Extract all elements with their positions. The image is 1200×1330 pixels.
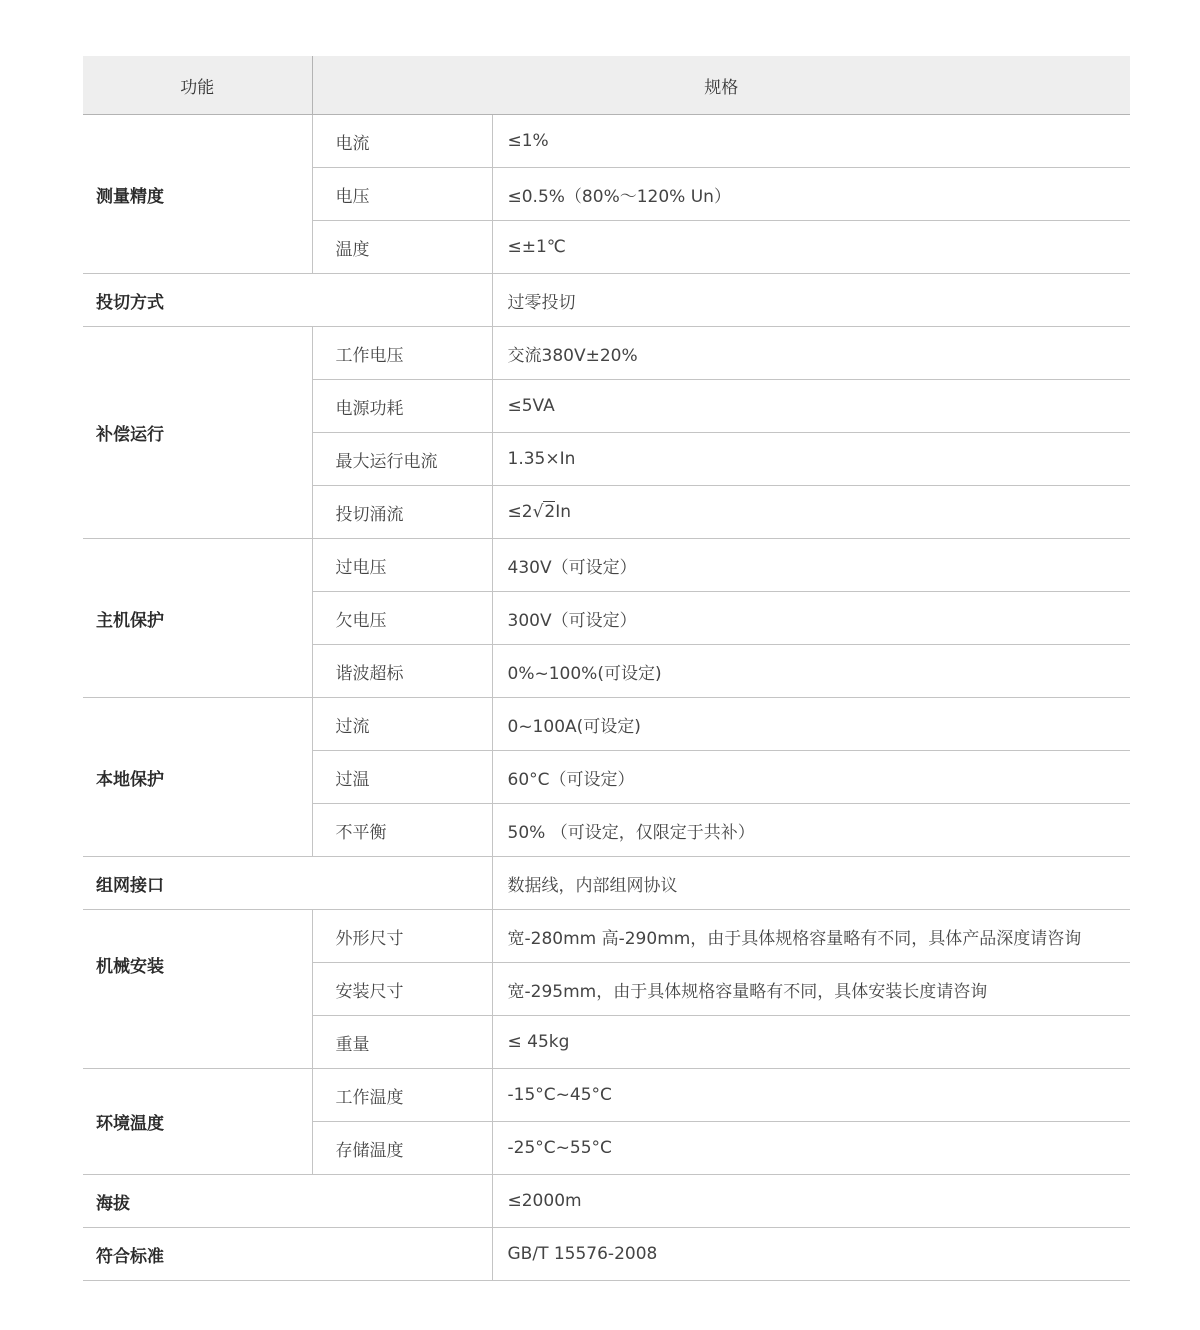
category-compensation: 补偿运行 <box>83 327 312 539</box>
table-row <box>83 698 1130 751</box>
spec-name: 外形尺寸 <box>312 910 492 963</box>
spec-name: 过电压 <box>312 539 492 592</box>
header-spec: 规格 <box>312 56 1130 115</box>
spec-value: 过零投切 <box>492 274 1130 327</box>
table-row <box>83 115 1130 168</box>
spec-value: ≤ 45kg <box>492 1016 1130 1069</box>
category-environment: 环境温度 <box>83 1069 312 1175</box>
spec-name: 工作电压 <box>312 327 492 380</box>
category-standard: 符合标准 <box>83 1228 492 1281</box>
spec-value: ≤2000m <box>492 1175 1130 1228</box>
spec-value: -15°C~45°C <box>492 1069 1130 1122</box>
spec-value: ≤5VA <box>492 380 1130 433</box>
table-row <box>83 1069 1130 1122</box>
spec-value: 宽-295mm，由于具体规格容量略有不同，具体安装长度请咨询 <box>492 963 1130 1016</box>
category-mechanical: 机械安装 <box>83 910 312 1069</box>
table-row <box>83 539 1130 592</box>
inrush-radicand: 2 <box>544 502 556 522</box>
category-network: 组网接口 <box>83 857 492 910</box>
category-local-protection: 本地保护 <box>83 698 312 857</box>
table-row <box>83 910 1130 963</box>
spec-name: 谐波超标 <box>312 645 492 698</box>
spec-name: 投切涌流 <box>312 486 492 539</box>
table-row <box>83 1175 1130 1228</box>
spec-value: 300V（可设定） <box>492 592 1130 645</box>
spec-name: 最大运行电流 <box>312 433 492 486</box>
spec-name: 电压 <box>312 168 492 221</box>
spec-value: GB/T 15576-2008 <box>492 1228 1130 1281</box>
spec-value: 430V（可设定） <box>492 539 1130 592</box>
spec-name: 电源功耗 <box>312 380 492 433</box>
spec-value: ≤0.5%（80%～120% Un） <box>492 168 1130 221</box>
spec-table <box>83 56 1130 1281</box>
category-measure: 测量精度 <box>83 115 312 274</box>
header-function: 功能 <box>83 56 312 115</box>
table-row <box>83 274 1130 327</box>
spec-value: 60°C（可设定） <box>492 751 1130 804</box>
spec-name: 过流 <box>312 698 492 751</box>
spec-value: -25°C~55°C <box>492 1122 1130 1175</box>
spec-value-inrush <box>492 486 1130 539</box>
category-altitude: 海拔 <box>83 1175 492 1228</box>
spec-value: ≤±1℃ <box>492 221 1130 274</box>
spec-value: ≤1% <box>492 115 1130 168</box>
spec-value: 交流380V±20% <box>492 327 1130 380</box>
inrush-prefix: ≤2 <box>507 502 533 522</box>
category-switching: 投切方式 <box>83 274 492 327</box>
spec-name: 重量 <box>312 1016 492 1069</box>
sqrt-icon: √ <box>532 502 544 522</box>
spec-value: 0%~100%(可设定) <box>492 645 1130 698</box>
spec-name: 工作温度 <box>312 1069 492 1122</box>
spec-name: 过温 <box>312 751 492 804</box>
inrush-suffix: In <box>555 502 572 522</box>
spec-name: 电流 <box>312 115 492 168</box>
table-row <box>83 857 1130 910</box>
table-header <box>83 56 1130 115</box>
table-row <box>83 327 1130 380</box>
spec-value: 宽-280mm 高-290mm，由于具体规格容量略有不同，具体产品深度请咨询 <box>492 910 1130 963</box>
spec-value: 1.35×In <box>492 433 1130 486</box>
spec-value: 0~100A(可设定) <box>492 698 1130 751</box>
spec-name: 欠电压 <box>312 592 492 645</box>
spec-name: 不平衡 <box>312 804 492 857</box>
spec-name: 温度 <box>312 221 492 274</box>
spec-name: 存储温度 <box>312 1122 492 1175</box>
spec-name: 安装尺寸 <box>312 963 492 1016</box>
table-row <box>83 1228 1130 1281</box>
spec-value: 50% （可设定，仅限定于共补） <box>492 804 1130 857</box>
spec-value: 数据线，内部组网协议 <box>492 857 1130 910</box>
category-host-protection: 主机保护 <box>83 539 312 698</box>
